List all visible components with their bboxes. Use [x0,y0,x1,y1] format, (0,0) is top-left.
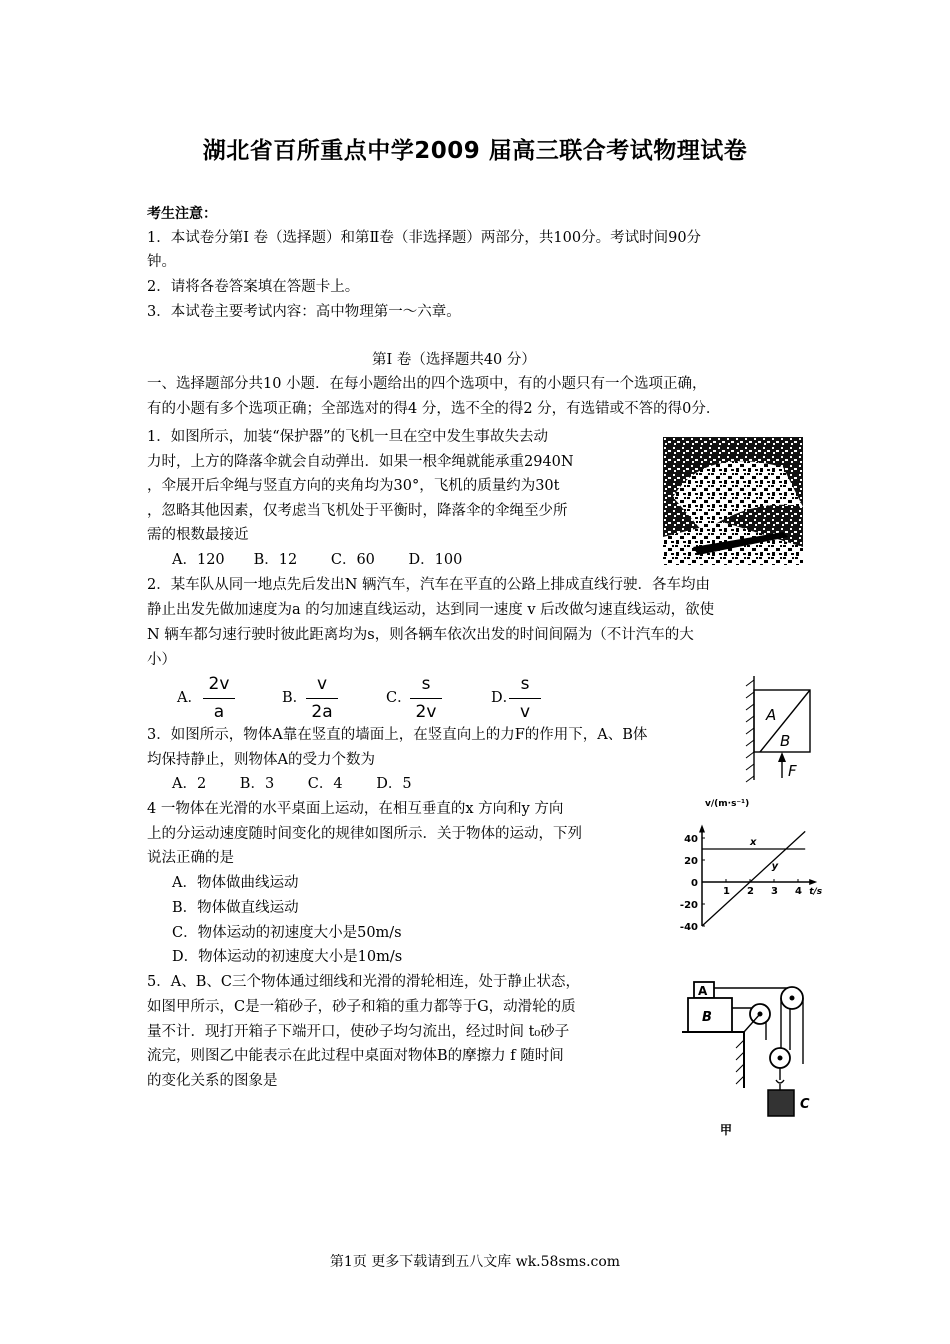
notice-item: 2．请将各卷答案填在答题卡上。 [147,279,360,295]
notice-item: 钟。 [147,254,176,270]
fraction-numerator: 2v [208,674,230,694]
notice-item: 1．本试卷分第Ⅰ 卷（选择题）和第Ⅱ卷（非选择题）两部分，共100分。考试时间90分 [147,230,702,246]
q2-option-b-fraction [302,672,342,723]
fraction-numerator: s [520,674,530,694]
label-c: C [800,1097,810,1112]
q5-line: 的变化关系的图象是 [147,1073,278,1089]
q2-option-label: C． [386,690,412,706]
x-axis-arrow [809,879,817,885]
q4-line: 4 一物体在光滑的水平桌面上运动，在相互垂直的x 方向和y 方向 [147,801,564,817]
q2-option-label: B． [282,690,308,706]
section-intro: 有的小题有多个选项正确；全部选对的得4 分，选不全的得2 分，有选错或不答的得0分． [147,401,721,417]
q5-line: 量不计．现打开箱子下端开口，使砂子均匀流出，经过时间 t₀砂子 [147,1024,570,1040]
x-tick-label: 4 [795,886,802,897]
q5-pulley-figure [680,968,820,1138]
x-axis-label: t/s [809,887,823,897]
y-axis-label: v/(m·s⁻¹) [705,799,750,809]
q2-option-label: A． [177,690,202,706]
label-a: A [698,984,708,998]
q4-option: B．物体做直线运动 [172,900,299,916]
fraction-denominator: 2v [415,702,437,722]
q3-line: 3．如图所示，物体A靠在竖直的墙面上，在竖直向上的力F的作用下，A、B体 [147,727,648,743]
label-f: F [788,762,797,780]
q4-line: 上的分运动速度随时间变化的规律如图所示．关于物体的运动，下列 [147,826,582,842]
y-tick-label: -20 [679,900,698,911]
label-b: B [702,1010,712,1025]
x-tick-label: 1 [723,886,730,897]
q3-options: A．2 B．3 C．4 D．5 [172,776,412,792]
q5-line: 流完，则图乙中能表示在此过程中桌面对物体B的摩擦力 f 随时间 [147,1048,564,1064]
fraction-denominator: 2a [311,702,333,722]
q1-line: 力时，上方的降落伞就会自动弹出．如果一根伞绳就能承重2940N [147,454,574,470]
y-axis-arrow [699,825,705,833]
y-tick-label: 40 [684,834,698,845]
q1-line: ，伞展开后伞绳与竖直方向的夹角均为30°，飞机的质量约为30t [147,478,560,494]
fraction-denominator: a [213,702,225,722]
q1-line: ，忽略其他因素，仅考虑当飞机处于平衡时，降落伞的伞绳至少所 [147,503,568,519]
notice-heading: 考生注意： [147,206,217,222]
q1-line: 需的根数最接近 [147,527,249,543]
section-intro: 一、选择题部分共10 小题．在每小题给出的四个选项中，有的小题只有一个选项正确， [147,376,707,392]
x-tick-label: 2 [747,886,754,897]
page-title: 湖北省百所重点中学2009 届高三联合考试物理试卷 [202,138,748,164]
section-heading: 第Ⅰ 卷（选择题共40 分） [372,352,536,368]
fraction-numerator: v [316,674,328,694]
q4-option: D．物体运动的初速度大小是10m/s [172,949,403,965]
q4-option: C．物体运动的初速度大小是50m/s [172,925,402,941]
velocity-time-chart [668,794,823,940]
label-a: A [766,706,777,724]
page-footer: 第1页 更多下载请到五八文库 wk.58sms.com [329,1254,621,1270]
q2-line: N 辆车都匀速行驶时彼此距离均为s，则各辆车依次出发的时间间隔为（不计汽车的大 [147,627,694,643]
label-b: B [780,732,791,750]
q2-option-c-fraction [406,672,446,723]
q5-line: 如图甲所示，C是一箱砂子，砂子和箱的重力都等于G，动滑轮的质 [147,999,576,1015]
fraction-numerator: s [421,674,431,694]
q4-option: A．物体做曲线运动 [172,875,299,891]
q3-line: 均保持静止，则物体A的受力个数为 [147,752,375,768]
q2-option-a-fraction [199,672,239,723]
parachute-plane-photo [663,437,803,565]
q2-option-label: D． [491,690,518,706]
figure-caption: 甲 [720,1123,733,1137]
series-label-x: x [750,837,757,848]
q1-line: 1．如图所示，加装“保护器”的飞机一旦在空中发生事故失去动 [147,429,549,445]
q2-line: 静止出发先做加速度为a 的匀加速直线运动，达到同一速度 v 后改做匀速直线运动，欲使 [147,602,715,618]
q1-options: A．120 B．12 C．60 D．100 [172,552,463,568]
fraction-denominator: v [519,702,531,722]
q2-line: 小） [147,652,176,668]
series-label-y: y [771,860,779,872]
q4-line: 说法正确的是 [147,850,234,866]
y-tick-label: 0 [691,878,698,889]
x-tick-label: 3 [771,886,778,897]
q2-line: 2．某车队从同一地点先后发出N 辆汽车，汽车在平直的公路上排成直线行驶．各车均由 [147,577,711,593]
q2-option-d-fraction [505,672,545,723]
notice-item: 3．本试卷主要考试内容：高中物理第一～六章。 [147,304,461,320]
q5-line: 5．A、B、C三个物体通过细线和光滑的滑轮相连，处于静止状态， [147,974,580,990]
y-tick-label: -40 [679,922,698,933]
q3-wall-blocks-figure [742,672,822,784]
y-tick-label: 20 [684,856,698,867]
